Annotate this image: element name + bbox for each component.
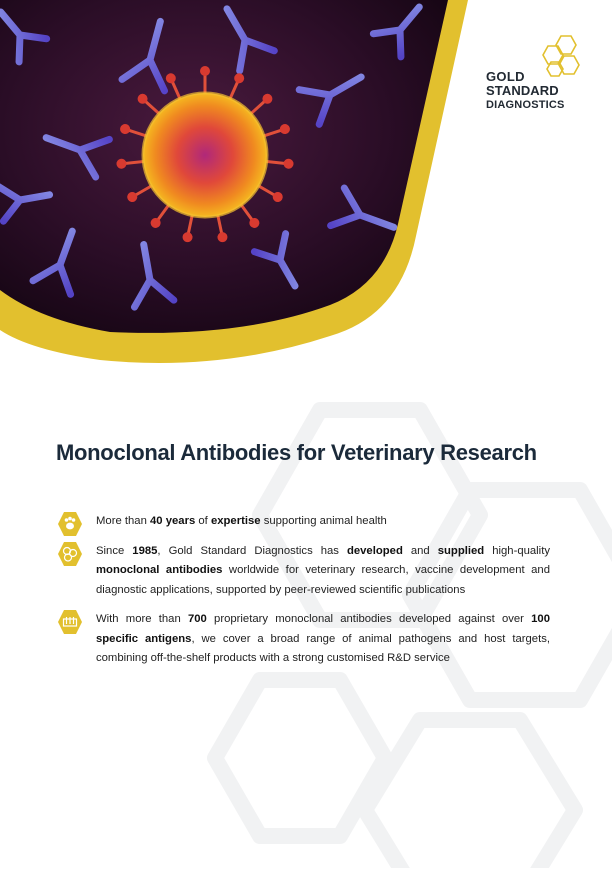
emphasis-text: 1985 [132,544,158,557]
paw-print-icon [56,510,84,538]
body-text: proprietary monoclonal antibodies developed against over [206,613,532,625]
emphasis-text: 40 years [150,515,196,527]
body-text: With more than [96,613,188,625]
feature-item-history [56,542,550,601]
emphasis-text: expertise [210,515,261,527]
feature-item-expertise [56,512,550,532]
body-text: Since [96,544,133,557]
emphasis-text: supplied [437,544,485,557]
body-text: and [402,544,438,557]
emphasis-text: 100 specific antigens [96,613,550,645]
body-text: high-quality [484,544,550,557]
body-text: supporting animal health [260,515,387,527]
emphasis-text: developed [346,544,403,557]
logo-line-standard: STANDARD [486,83,559,98]
hexagon-molecule-icon [56,540,84,568]
logo-line-diagnostics: DIAGNOSTICS [486,99,565,111]
emphasis-text: 700 [187,613,207,625]
body-text: of [195,515,211,527]
emphasis-text: monoclonal antibodies [96,564,223,576]
company-logo [486,34,596,114]
feature-list [56,512,550,679]
feature-text-portfolio [96,613,550,664]
test-tube-rack-icon [56,608,84,636]
body-text: worldwide for veterinary research, vaccine development and diagnostic applications, supported by peer-reviewed scientific publications [96,564,550,596]
logo-wordmark [486,70,565,112]
body-text: , we cover a broad range of animal pathogens and host targets, combining off-the-shelf products with a strong customised R&D service [96,632,550,664]
feature-item-portfolio [56,610,550,669]
body-text: , Gold Standard Diagnostics has [157,544,347,557]
body-text: More than [96,515,151,527]
page-title: Monoclonal Antibodies for Veterinary Research [56,440,537,465]
feature-text-expertise [96,515,387,527]
logo-line-gold: GOLD [486,69,525,84]
feature-text-history [96,545,550,596]
